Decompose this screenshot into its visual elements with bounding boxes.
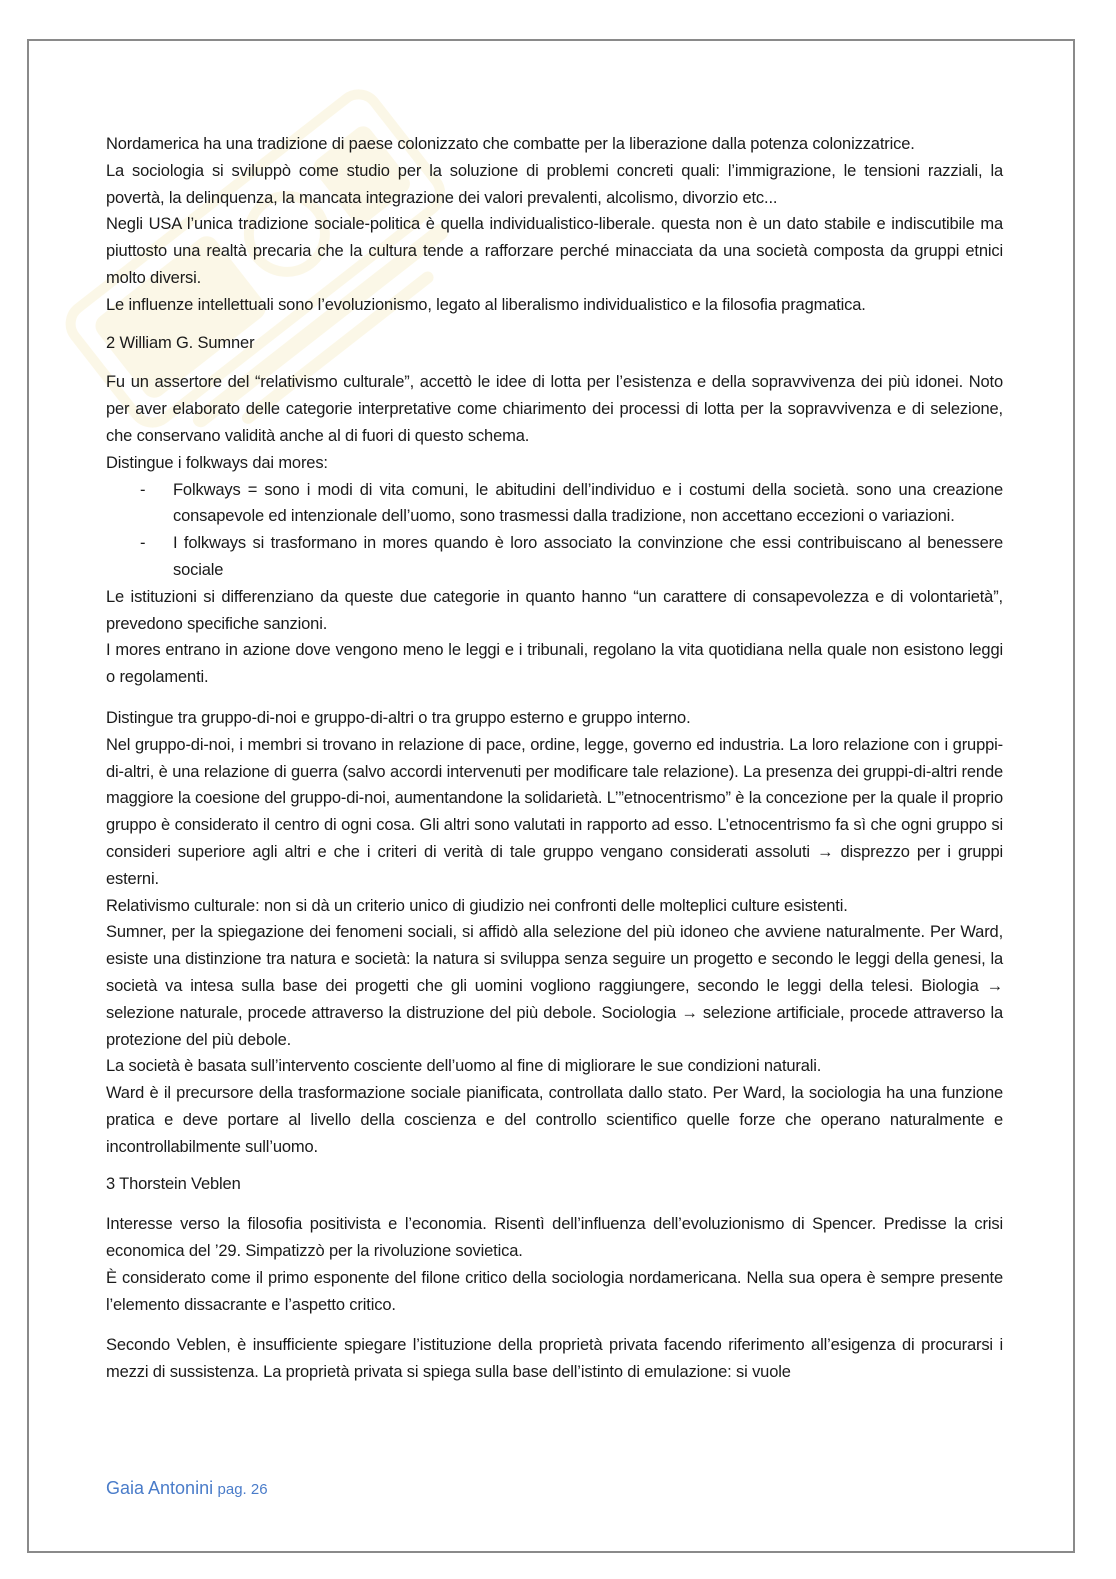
paragraph: La sociologia si sviluppò come studio per la soluzione di problemi concreti quali: l’immigrazione, le tensioni razziali, la povertà, la delinquenza, la mancata integrazione dei valori prevalenti, alcolismo, divorzio etc... bbox=[106, 161, 1003, 207]
paragraph: Distingue tra gruppo-di-noi e gruppo-di-altri o tra gruppo esterno e gruppo interno. bbox=[106, 708, 691, 727]
list-item: - I folkways si trasformano in mores quando è loro associato la convinzione che essi contribuiscano al benessere sociale bbox=[173, 530, 1003, 584]
paragraph: Interesse verso la filosofia positivista e l’economia. Risentì dell’influenza dell’evoluzionismo di Spencer. Predisse la crisi economica del ’29. Simpatizzò per la rivoluzione sovietica. bbox=[106, 1215, 1003, 1261]
paragraph: Sumner, per la spiegazione dei fenomeni sociali, si affidò alla selezione del più idoneo che avviene naturalmente. Per Ward, esiste una distinzione tra natura e società: la natura si sviluppa senza seguire un progetto e secondo le leggi della genesi, la società va intesa sulla base dei progetti che gli uomini vogliono raggiungere, secondo le leggi della telesi. Biologia → selezione naturale, procede attraverso la distruzione del più debole. Sociologia → selezione artificiale, procede attraverso la protezione del più debole. bbox=[106, 923, 1003, 1049]
paragraph: Le istituzioni si differenziano da queste due categorie in quanto hanno “un carattere di consapevolezza e di volontarietà”, prevedono specifiche sanzioni. bbox=[106, 587, 1003, 633]
paragraph: I mores entrano in azione dove vengono meno le leggi e i tribunali, regolano la vita quotidiana nella quale non esistono leggi o regolamenti. bbox=[106, 641, 1003, 687]
paragraph: È considerato come il primo esponente del filone critico della sociologia nordamericana. Nella sua opera è sempre presente l’elemento dissacrante e l’aspetto critico. bbox=[106, 1268, 1003, 1314]
paragraph: Le influenze intellettuali sono l’evoluzionismo, legato al liberalismo individualistico e la filosofia pragmatica. bbox=[106, 295, 866, 314]
paragraph: Secondo Veblen, è insufficiente spiegare l’istituzione della proprietà privata facendo riferimento all’esigenza di procurarsi i mezzi di sussistenza. La proprietà privata si spiega sulla base dell’istinto di emulazione: si vuole bbox=[106, 1336, 1003, 1382]
paragraph: Distingue i folkways dai mores: bbox=[106, 453, 328, 472]
paragraph: Fu un assertore del “relativismo culturale”, accettò le idee di lotta per l’esistenza e della sopravvivenza dei più idonei. Noto per aver elaborato delle categorie interpretative come chiarimento dei processi di lotta per la sopravvivenza e di selezione, che conservano validità anche al di fuori di questo schema. bbox=[106, 373, 1003, 445]
page-footer bbox=[106, 1478, 268, 1499]
folkways-list bbox=[106, 477, 1003, 584]
document-body bbox=[106, 131, 1003, 1386]
paragraph: Ward è il precursore della trasformazione sociale pianificata, controllata dallo stato. Per Ward, la sociologia ha una funzione pratica e deve portare al livello della coscienza e del controllo scientifico quelle forze che operano naturalmente e incontrollabilmente sull’uomo. bbox=[106, 1084, 1003, 1156]
paragraph: Relativismo culturale: non si dà un criterio unico di giudizio nei confronti delle molteplici culture esistenti. bbox=[106, 896, 848, 915]
paragraph: Negli USA l’unica tradizione sociale-politica è quella individualistico-liberale. questa non è un dato stabile e indiscutibile ma piuttosto una realtà precaria che la cultura tende a rafforzare perché minacciata da una società composta da gruppi etnici molto diversi. bbox=[106, 215, 1003, 287]
paragraph: Nordamerica ha una tradizione di paese colonizzato che combatte per la liberazione dalla potenza colonizzatrice. bbox=[106, 135, 915, 153]
section-heading-veblen: 3 Thorstein Veblen bbox=[106, 1175, 241, 1194]
footer-author: Gaia Antonini bbox=[106, 1478, 214, 1498]
footer-page-number: pag. 26 bbox=[217, 1481, 268, 1498]
paragraph: Nel gruppo-di-noi, i membri si trovano in relazione di pace, ordine, legge, governo ed industria. La loro relazione con i gruppi-di-altri, è una relazione di guerra (salvo accordi intervenuti per modificare tale relazione). La presenza dei gruppi-di-altri rende maggiore la coesione del gruppo-di-noi, aumentandone la solidarietà. L’”etnocentrismo” è la concezione per la quale il proprio gruppo è considerato il centro di ogni cosa. Gli altri sono valutati in rapporto ad esso. L’etnocentrismo fa sì che ogni gruppo si consideri superiore agli altri e che i criteri di verità di tale gruppo vengano considerati assoluti → disprezzo per i gruppi esterni. bbox=[106, 735, 1003, 888]
section-heading-sumner: 2 William G. Sumner bbox=[106, 333, 255, 352]
paragraph: La società è basata sull’intervento cosciente dell’uomo al fine di migliorare le sue condizioni naturali. bbox=[106, 1057, 822, 1076]
list-item: - Folkways = sono i modi di vita comuni, le abitudini dell’individuo e i costumi della società. sono una creazione consapevole ed intenzionale dell’uomo, sono trasmessi dalla tradizione, non accettano eccezioni o variazioni. bbox=[173, 477, 1003, 531]
